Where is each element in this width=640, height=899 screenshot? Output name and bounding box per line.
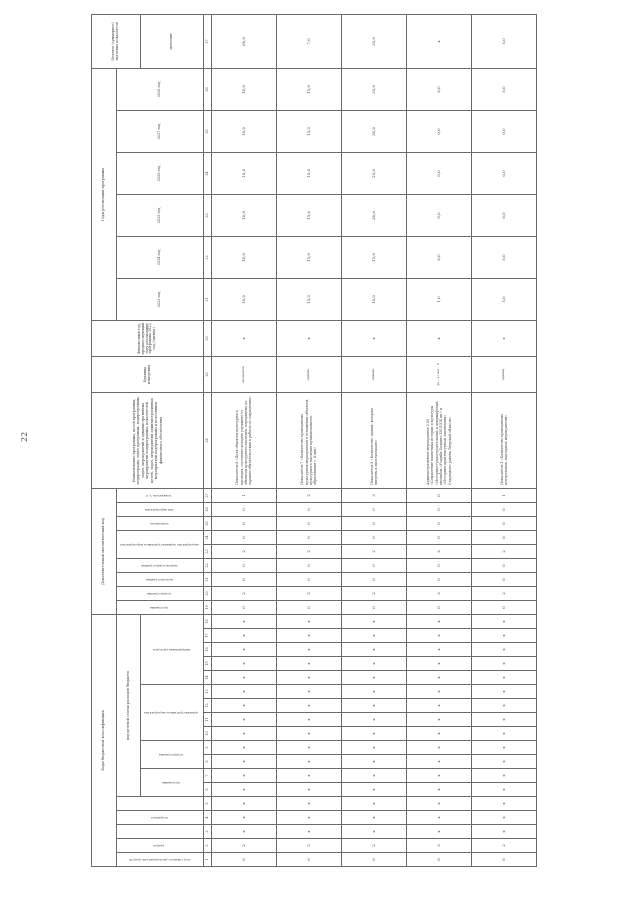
code-cell: 0 [277, 530, 342, 544]
row-base-year: х [407, 320, 472, 356]
code-cell: 0 [212, 530, 277, 544]
code-cell: 6 [277, 853, 342, 867]
code-cell: 2 [342, 586, 407, 600]
column-number: 24 [204, 530, 212, 544]
code-cell: 0 [342, 600, 407, 614]
code-cell: 0 [212, 516, 277, 530]
year-value: 15,0 [277, 194, 342, 236]
column-number: 35 [204, 110, 212, 152]
code-cell: 2 [277, 839, 342, 853]
header-pa-event-type: тип мероприятия [117, 502, 204, 516]
code-cell: х [472, 685, 537, 699]
code-cell: х [277, 741, 342, 755]
column-number: 19 [204, 600, 212, 614]
column-number: 31 [204, 278, 212, 320]
header-code-admin: код главного распорядителя средств [117, 853, 204, 867]
code-cell: х [212, 783, 277, 797]
year-value: 0,0 [472, 152, 537, 194]
column-number: 14 [204, 671, 212, 685]
code-cell: х [277, 755, 342, 769]
header-event-dir: направление расходов [141, 614, 204, 684]
row-name: Показатель 6 «Доля объектов культурного наследия, состояние которых улучшено от объектов культурного наследия, переданных по охранно-обязательствам в работы по сохранению» [212, 392, 277, 488]
code-cell: 2 [277, 544, 342, 558]
year-value: 0,0 [472, 194, 537, 236]
code-cell: х [277, 811, 342, 825]
row-base-year: х [212, 320, 277, 356]
code-cell: х [407, 713, 472, 727]
year-value: 10,0 [212, 110, 277, 152]
header-years-group: Годы реализации программы [92, 68, 117, 320]
column-number: 18 [204, 614, 212, 628]
code-cell: 0 [472, 558, 537, 572]
code-cell: х [407, 727, 472, 741]
row-base-year: х [342, 320, 407, 356]
code-cell: 0 [277, 502, 342, 516]
code-cell: 2 [472, 586, 537, 600]
year-value: 15,0 [342, 236, 407, 278]
header-name-col: Наименование программы, целей программы, подпрограмм, задач программы, подпрограммы, задач, мероприятий и административных мероприятий подпрограммы, показателей целей, задач, мероприятий административных мероприятий подпрограммы и источников финансового обеспечения [92, 392, 204, 488]
code-cell: 2 [212, 586, 277, 600]
code-cell: х [277, 657, 342, 671]
row-target: 35,0 [342, 14, 407, 68]
year-value: 10,0 [212, 68, 277, 110]
header-pa-plan-type: показатель 1, 2 [117, 488, 204, 502]
code-cell: 2 [342, 544, 407, 558]
code-cell: х [407, 755, 472, 769]
code-cell: х [472, 783, 537, 797]
code-cell: х [407, 685, 472, 699]
code-cell: х [407, 671, 472, 685]
year-value: 10,0 [212, 278, 277, 320]
column-number: 9 [204, 741, 212, 755]
code-cell: 2 [472, 544, 537, 558]
year-value: 10,0 [212, 152, 277, 194]
year-value: 0,0 [407, 194, 472, 236]
header-admin-event: административное мероприятие [141, 685, 204, 741]
code-cell: х [277, 825, 342, 839]
column-number: 32 [204, 236, 212, 278]
code-cell: х [212, 769, 277, 783]
header-y2027: 2027 год [117, 110, 204, 152]
row-target: 5,0 [472, 14, 537, 68]
code-cell: 0 [472, 600, 537, 614]
table-row [212, 14, 277, 866]
column-number: 29 [204, 356, 212, 392]
code-cell: х [342, 811, 407, 825]
table-row [277, 14, 342, 866]
code-cell: х [407, 741, 472, 755]
header-y2026: 2026 год [117, 152, 204, 194]
row-unit: процентов [212, 356, 277, 392]
year-value: 10,0 [342, 278, 407, 320]
code-cell: х [277, 685, 342, 699]
code-cell: 0 [277, 558, 342, 572]
code-cell: 0 [407, 600, 472, 614]
code-cell: х [407, 811, 472, 825]
code-cell: 0 [277, 600, 342, 614]
column-number: 16 [204, 643, 212, 657]
code-cell: х [472, 741, 537, 755]
code-cell: х [342, 741, 407, 755]
code-cell: х [472, 769, 537, 783]
header-subsection-2 [117, 797, 204, 811]
code-cell: х [342, 699, 407, 713]
code-cell: х [212, 741, 277, 755]
code-cell: 2 [407, 839, 472, 853]
year-value: 10,0 [212, 194, 277, 236]
column-number: 2 [204, 839, 212, 853]
header-y2025: 2025 год [117, 194, 204, 236]
code-cell: х [212, 713, 277, 727]
code-cell: х [342, 713, 407, 727]
code-cell: 2 [212, 544, 277, 558]
row-name: Показатель 1 «Количество проведенных контрольных, надзорных мероприятий» [472, 392, 537, 488]
code-cell: х [472, 657, 537, 671]
code-cell: 2 [342, 839, 407, 853]
table-row [407, 14, 472, 866]
header-pa-goal: цель программы [117, 572, 204, 586]
code-cell: х [212, 755, 277, 769]
code-cell: 0 [277, 516, 342, 530]
column-number: 5 [204, 797, 212, 811]
column-number: 21 [204, 572, 212, 586]
code-cell: 6 [212, 853, 277, 867]
column-number: 36 [204, 68, 212, 110]
year-value: 15,0 [277, 68, 342, 110]
column-number: 11 [204, 713, 212, 727]
row-base-year: х [472, 320, 537, 356]
year-value: 0,0 [407, 236, 472, 278]
year-value: 5,0 [472, 278, 537, 320]
code-cell: 0 [407, 558, 472, 572]
year-value: 10,0 [212, 236, 277, 278]
code-cell: х [212, 629, 277, 643]
header-section: раздел [117, 839, 204, 853]
code-cell: х [342, 629, 407, 643]
column-number: 27 [204, 488, 212, 502]
code-cell: х [342, 671, 407, 685]
header-y2024: 2024 год [117, 236, 204, 278]
column-number: 20 [204, 586, 212, 600]
row-target: 7,0 [277, 14, 342, 68]
column-number: 10 [204, 727, 212, 741]
table-row [342, 14, 407, 866]
header-pa-event: мероприятие (административное мероприятие) [117, 530, 204, 558]
code-cell: 0 [407, 572, 472, 586]
row-name: Показатель 7 «Количество проведенных культурных мероприятий в отношении объектов культурного наследия муниципального образования г. Клин» [277, 392, 342, 488]
column-number-row [204, 14, 212, 866]
code-cell: 0 [212, 600, 277, 614]
code-cell: х [277, 713, 342, 727]
header-target-group: Целевое (суммарное) значение показателя [92, 14, 141, 68]
row-name: Показатель 8 «Количество зданий, которые введены в эксплуатацию» [342, 392, 407, 488]
column-number: 17 [204, 629, 212, 643]
header-base-year: Финансовый год, предшествующий году реализации программы 2022 год (оценка) [92, 320, 204, 356]
code-cell: х [212, 811, 277, 825]
code-cell: х [472, 713, 537, 727]
code-cell: х [342, 657, 407, 671]
code-cell: х [472, 643, 537, 657]
year-value: 0,0 [472, 110, 537, 152]
code-cell: 2 [212, 839, 277, 853]
row-target: 60,0 [212, 14, 277, 68]
code-cell: х [212, 727, 277, 741]
row-unit: да – 1 / нет – 0 [407, 356, 472, 392]
column-number: 28 [204, 392, 212, 488]
code-cell: х [212, 643, 277, 657]
year-value: 15,0 [277, 110, 342, 152]
code-cell: х [277, 783, 342, 797]
code-cell: 1 [472, 488, 537, 502]
header-pa-subprogram: подпрограмма [117, 586, 204, 600]
code-cell: х [212, 657, 277, 671]
header-program: программа [141, 769, 204, 797]
code-cell: 0 [342, 572, 407, 586]
year-value: 0,0 [472, 68, 537, 110]
code-cell: х [277, 629, 342, 643]
column-number: 23 [204, 544, 212, 558]
code-cell: 0 [342, 516, 407, 530]
code-cell: х [472, 629, 537, 643]
code-cell: х [342, 643, 407, 657]
code-cell: х [342, 769, 407, 783]
code-cell: 0 [342, 530, 407, 544]
column-number: 33 [204, 194, 212, 236]
code-cell: х [407, 657, 472, 671]
code-cell: х [342, 614, 407, 628]
header-target-value: значение [141, 14, 204, 68]
year-value: 0,0 [407, 152, 472, 194]
year-value: 20,0 [342, 194, 407, 236]
code-cell: х [277, 797, 342, 811]
code-cell: х [407, 769, 472, 783]
year-value: 30,0 [342, 110, 407, 152]
row-base-year: х [277, 320, 342, 356]
header-subsection: подраздел [117, 811, 204, 825]
code-cell: 0 [277, 572, 342, 586]
code-cell: х [472, 825, 537, 839]
header-budget-codes: Коды бюджетной классификации [92, 614, 117, 866]
code-cell: 1 [212, 488, 277, 502]
code-cell: 0 [472, 502, 537, 516]
column-number: 26 [204, 502, 212, 516]
code-cell: х [407, 629, 472, 643]
column-number: 12 [204, 699, 212, 713]
code-cell: 0 [407, 516, 472, 530]
code-cell: х [342, 825, 407, 839]
year-value: 0,0 [407, 110, 472, 152]
code-cell: х [342, 755, 407, 769]
code-cell: х [342, 727, 407, 741]
header-target-article: код целевой статьи расходов бюджета [117, 614, 141, 796]
code-cell: х [277, 727, 342, 741]
code-cell: 0 [407, 488, 472, 502]
code-cell: 0 [212, 558, 277, 572]
code-cell: х [472, 727, 537, 741]
year-value: 15,0 [277, 152, 342, 194]
code-cell: 6 [407, 853, 472, 867]
code-cell: 0 [407, 502, 472, 516]
code-cell: х [472, 797, 537, 811]
code-cell: х [212, 614, 277, 628]
year-value: 15,0 [277, 278, 342, 320]
column-number: 25 [204, 516, 212, 530]
code-cell: 2 [472, 839, 537, 853]
code-cell: х [277, 614, 342, 628]
code-cell: х [342, 783, 407, 797]
code-cell: 6 [472, 853, 537, 867]
code-cell: 2 [277, 488, 342, 502]
code-cell: 0 [212, 572, 277, 586]
header-y2023: 2023 год [117, 278, 204, 320]
code-cell: х [407, 614, 472, 628]
code-cell: 0 [342, 502, 407, 516]
column-number: 6 [204, 783, 212, 797]
row-target: х [407, 14, 472, 68]
code-cell: 6 [342, 853, 407, 867]
table-body [212, 14, 537, 866]
code-cell: х [407, 797, 472, 811]
code-cell: х [472, 614, 537, 628]
code-cell: х [277, 643, 342, 657]
code-cell: х [342, 797, 407, 811]
code-cell: 0 [212, 502, 277, 516]
row-name: Административное мероприятие 2.05 «Сохранение памятника истории и культуры «Историко-градостроительный и ландшафтный ансамбль «Усадьба Болдино XVIII-XIX вв.» и «Историко-архитектурный заповедник» Старицкого района Тверской области» [407, 392, 472, 488]
code-cell: х [407, 643, 472, 657]
header-subprogram: подпрограмма [141, 741, 204, 769]
code-cell: х [212, 825, 277, 839]
code-cell: 0 [472, 530, 537, 544]
column-number: 37 [204, 14, 212, 68]
code-cell: 2 [277, 586, 342, 600]
column-number: 15 [204, 657, 212, 671]
year-value: 25,0 [342, 152, 407, 194]
year-value: 15,0 [277, 236, 342, 278]
header-pa-indicator: показатель [117, 516, 204, 530]
code-cell: 0 [407, 530, 472, 544]
code-cell: х [472, 755, 537, 769]
program-table [91, 14, 537, 867]
code-cell: х [407, 783, 472, 797]
column-number: 7 [204, 769, 212, 783]
header-pa-program: программа [117, 600, 204, 614]
column-number: 30 [204, 320, 212, 356]
year-value: 35,0 [342, 68, 407, 110]
code-cell: х [212, 797, 277, 811]
row-unit: единиц [342, 356, 407, 392]
row-unit: единиц [277, 356, 342, 392]
year-value: 0,0 [407, 68, 472, 110]
code-cell: х [277, 769, 342, 783]
year-value: 1,0 [407, 278, 472, 320]
column-number: 34 [204, 152, 212, 194]
code-cell: х [407, 699, 472, 713]
table-row [472, 14, 537, 866]
code-cell: 3 [342, 488, 407, 502]
header-add-code: Дополнительный аналитический код [92, 488, 117, 614]
code-cell: х [342, 685, 407, 699]
code-cell: х [472, 811, 537, 825]
column-number: 3 [204, 825, 212, 839]
code-cell: х [472, 699, 537, 713]
header-y2028: 2028 год [117, 68, 204, 110]
year-value: 0,0 [472, 236, 537, 278]
code-cell: х [277, 699, 342, 713]
header-unit: Единица измерения [92, 356, 204, 392]
row-unit: единиц [472, 356, 537, 392]
header-pa-task: задача подпрограммы [117, 558, 204, 572]
code-cell: х [212, 699, 277, 713]
code-cell: х [472, 671, 537, 685]
code-cell: 0 [472, 516, 537, 530]
column-number: 13 [204, 685, 212, 699]
page-number: 22 [20, 431, 29, 442]
column-number: 4 [204, 811, 212, 825]
column-number: 22 [204, 558, 212, 572]
code-cell: х [212, 685, 277, 699]
column-number: 1 [204, 853, 212, 867]
header-section-2 [117, 825, 204, 839]
code-cell: х [212, 671, 277, 685]
code-cell: х [277, 671, 342, 685]
code-cell: 2 [407, 544, 472, 558]
code-cell: 2 [407, 586, 472, 600]
code-cell: 0 [472, 572, 537, 586]
header-row-1 [92, 14, 117, 866]
document-sheet [91, 22, 555, 867]
column-number: 8 [204, 755, 212, 769]
code-cell: х [407, 825, 472, 839]
code-cell: 0 [342, 558, 407, 572]
